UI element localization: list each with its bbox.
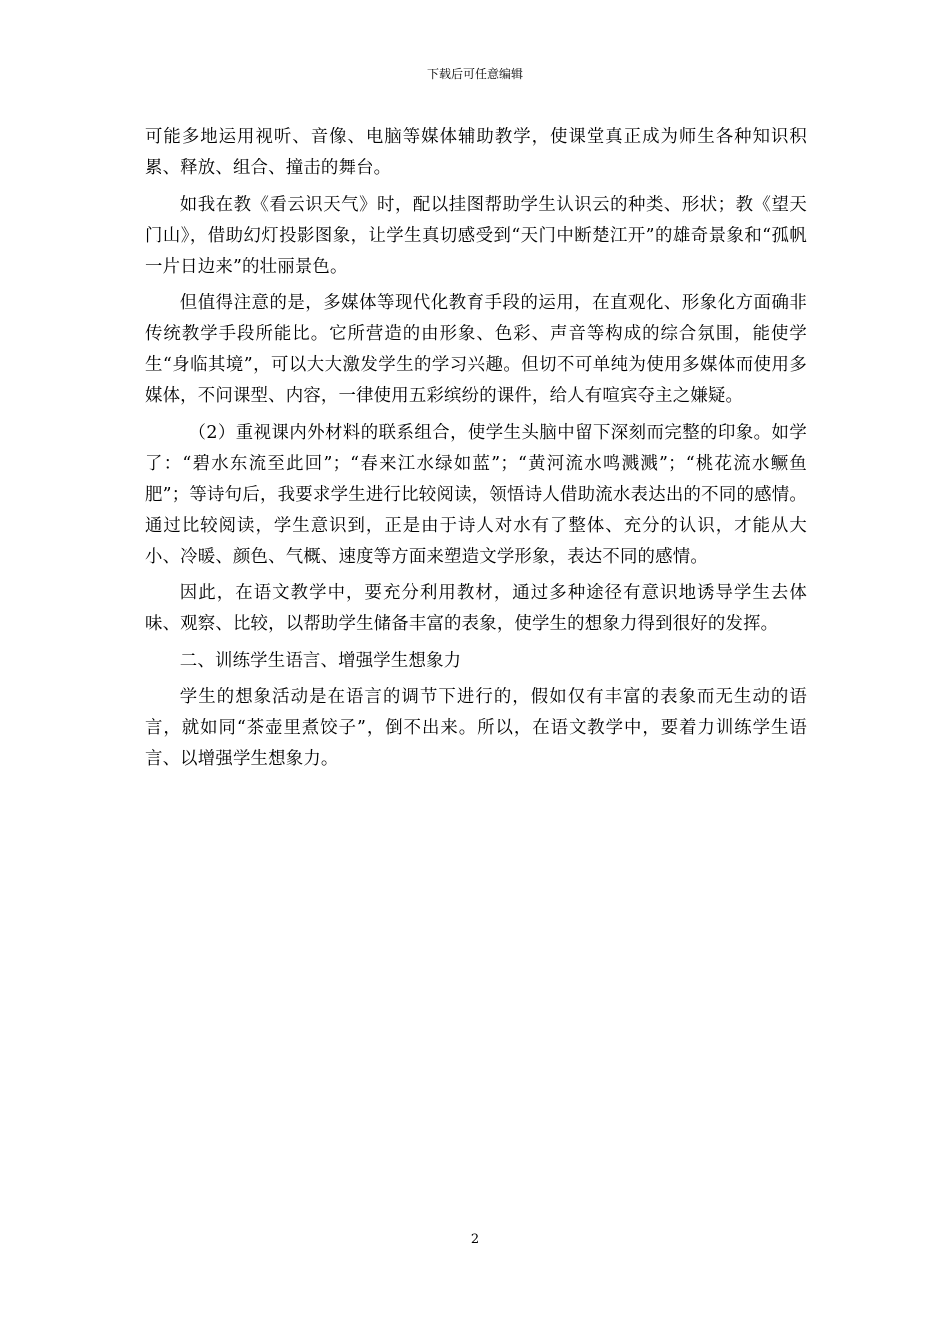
- document-body: [145, 122, 807, 775]
- page-header: 下载后可任意编辑: [426, 67, 523, 81]
- paragraph-example-clouds: 如我在教《看云识天气》时，配以挂图帮助学生认识云的种类、形状；教《望天门山》，借助幻灯投影图象，让学生真切感受到“天门中断楚江开”的雄奇景象和“孤帆一片日边来”的壮丽景色。: [145, 194, 807, 277]
- paragraph-conclusion: 因此，在语文教学中，要充分利用教材，通过多种途径有意识地诱导学生去体味、观察、比较，以帮助学生储备丰富的表象，使学生的想象力得到很好的发挥。: [145, 583, 807, 634]
- paragraph-language-training: 学生的想象活动是在语言的调节下进行的，假如仅有丰富的表象而无生动的语言，就如同“茶壶里煮饺子”，倒不出来。所以，在语文教学中，要着力训练学生语言、以增强学生想象力。: [145, 687, 807, 769]
- paragraph-multimedia-caution: 但值得注意的是，多媒体等现代化教育手段的运用，在直观化、形象化方面确非传统教学手段所能比。它所营造的由形象、色彩、声音等构成的综合氛围，能使学生“身临其境”，可以大大激发学生的学习兴趣。但切不可单纯为使用多媒体而使用多媒体，不问课型、内容，一律使用五彩缤纷的课件，给人有喧宾夺主之嫌疑。: [145, 293, 807, 406]
- paragraph-continuation: 可能多地运用视听、音像、电脑等媒体辅助教学，使课堂真正成为师生各种知识积累、释放、组合、撞击的舞台。: [145, 127, 807, 178]
- page-number: 2: [470, 1232, 480, 1247]
- section-heading: 二、训练学生语言、增强学生想象力: [179, 650, 462, 671]
- paragraph-point-2: （2）重视课内外材料的联系组合，使学生头脑中留下深刻而完整的印象。如学了：“碧水东流至此回”；“春来江水绿如蓝”；“黄河流水鸣溅溅”；“桃花流水鳜鱼肥”；等诗句后，我要求学生进行比较阅读，领悟诗人借助流水表达出的不同的感情。通过比较阅读，学生意识到，正是由于诗人对水有了整体、充分的认识，才能从大小、冷暖、颜色、气概、速度等方面来塑造文学形象，表达不同的感情。: [145, 422, 807, 567]
